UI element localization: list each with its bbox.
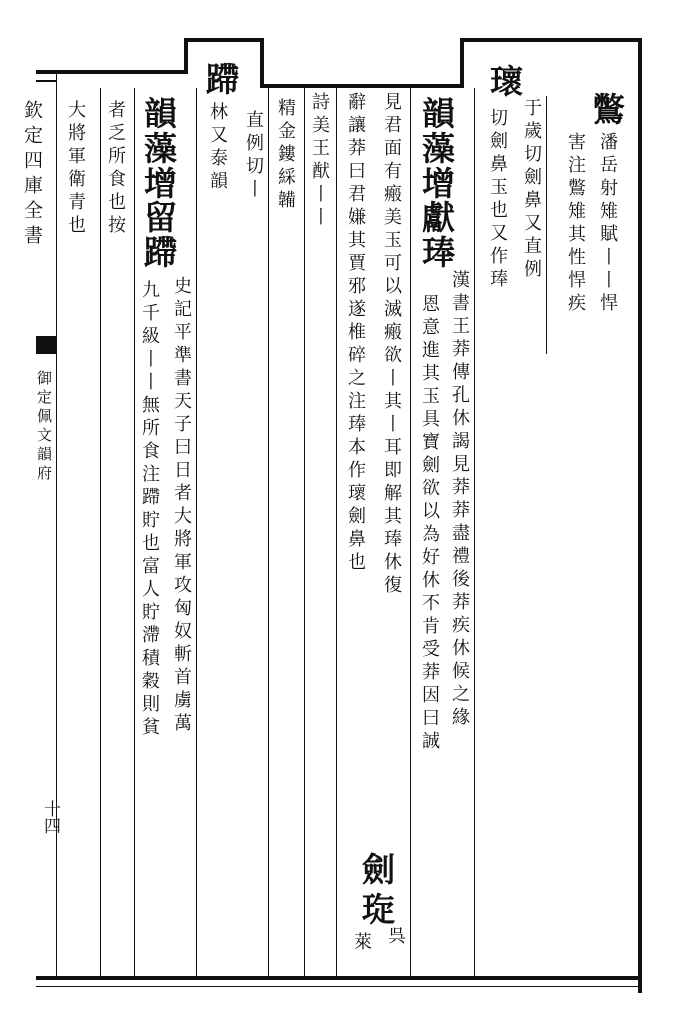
rhyme-head-9: 韻藻增 [139,96,178,201]
entry-head-2: 瓌 [485,64,524,99]
col9-line-a: 史記平準書天子曰日者大將軍攻匈奴斬首虜萬 [171,276,192,736]
phrase-head-3b: 劍 [357,852,396,887]
rhyme-head-3: 韻藻增 [417,96,456,201]
col1-line-b: 害注鷩雉其性悍疾 [565,132,586,316]
col8-line-b: 林又泰韻 [207,102,228,194]
rule-3 [410,88,411,978]
col11-line: 大將軍衛青也 [65,100,86,238]
rule-4 [336,88,337,978]
col8-line-a: 直例切丨 [243,110,264,202]
col5-line: 辭讓莽曰君嫌其賈邪遂椎碎之注琫本作瓌劍鼻也 [345,92,366,575]
rule-5 [304,88,305,978]
margin-divider-a [36,80,56,82]
col9-line-b: 九千級丨丨無所食注蹛貯也富人貯滯積穀則貧 [139,280,160,740]
entry-head-8: 蹛 [201,62,240,97]
frame-bottom-thin [36,986,642,987]
frame-step-left [184,38,188,74]
rule-9 [100,88,101,978]
rule-2 [474,88,475,978]
col4-line: 見君面有瘢美玉可以滅瘢欲丨其丨耳即解其琫休復 [381,92,402,598]
margin-title: 欽定四庫全書 [21,100,43,250]
margin-book-title: 御定佩文韻府 [35,370,53,484]
rule-8 [134,88,135,978]
frame-top-mid [184,38,264,42]
rule-7 [196,88,197,978]
frame-top-right [460,38,642,42]
phrase-head-3: 獻琫 [417,200,456,270]
col2-line-b: 切劍鼻玉也又作琫 [487,108,508,292]
fishtail-mark [36,336,56,354]
col1-line-a: 潘岳射雉賦丨丨悍 [597,132,618,316]
frame-top-left [36,70,188,74]
col10-line: 者乏所食也按 [105,100,126,238]
col3-line-a: 漢書王莽傳孔休謁見莽莽盡禮後莽疾休候之緣 [449,270,470,730]
col3-tail-b: 萊 [351,932,372,955]
frame-step-mid [260,38,264,88]
frame-top-mid2 [260,84,464,88]
phrase-head-3c: 琁 [357,892,396,927]
rule-6 [268,88,269,978]
col2-line-a: 于歲切劍鼻又直例 [521,98,542,282]
col6-line: 詩美王猷丨丨 [309,92,330,230]
frame-step-right [460,38,464,88]
frame-bottom [36,976,642,980]
frame-right [638,38,642,993]
rule-1 [546,96,547,354]
page-number: 十四 [40,800,60,834]
col7-line: 精金鏤綵韛 [275,98,296,213]
entry-head-1: 鷩 [587,92,626,127]
frame-left-inner [56,74,57,976]
col3-line-b: 恩意進其玉具寶劍欲以為好休不肯受莽因曰誠 [419,294,440,754]
col3-tail-a: 呉 [385,926,406,949]
phrase-head-9: 留蹛 [139,200,178,270]
